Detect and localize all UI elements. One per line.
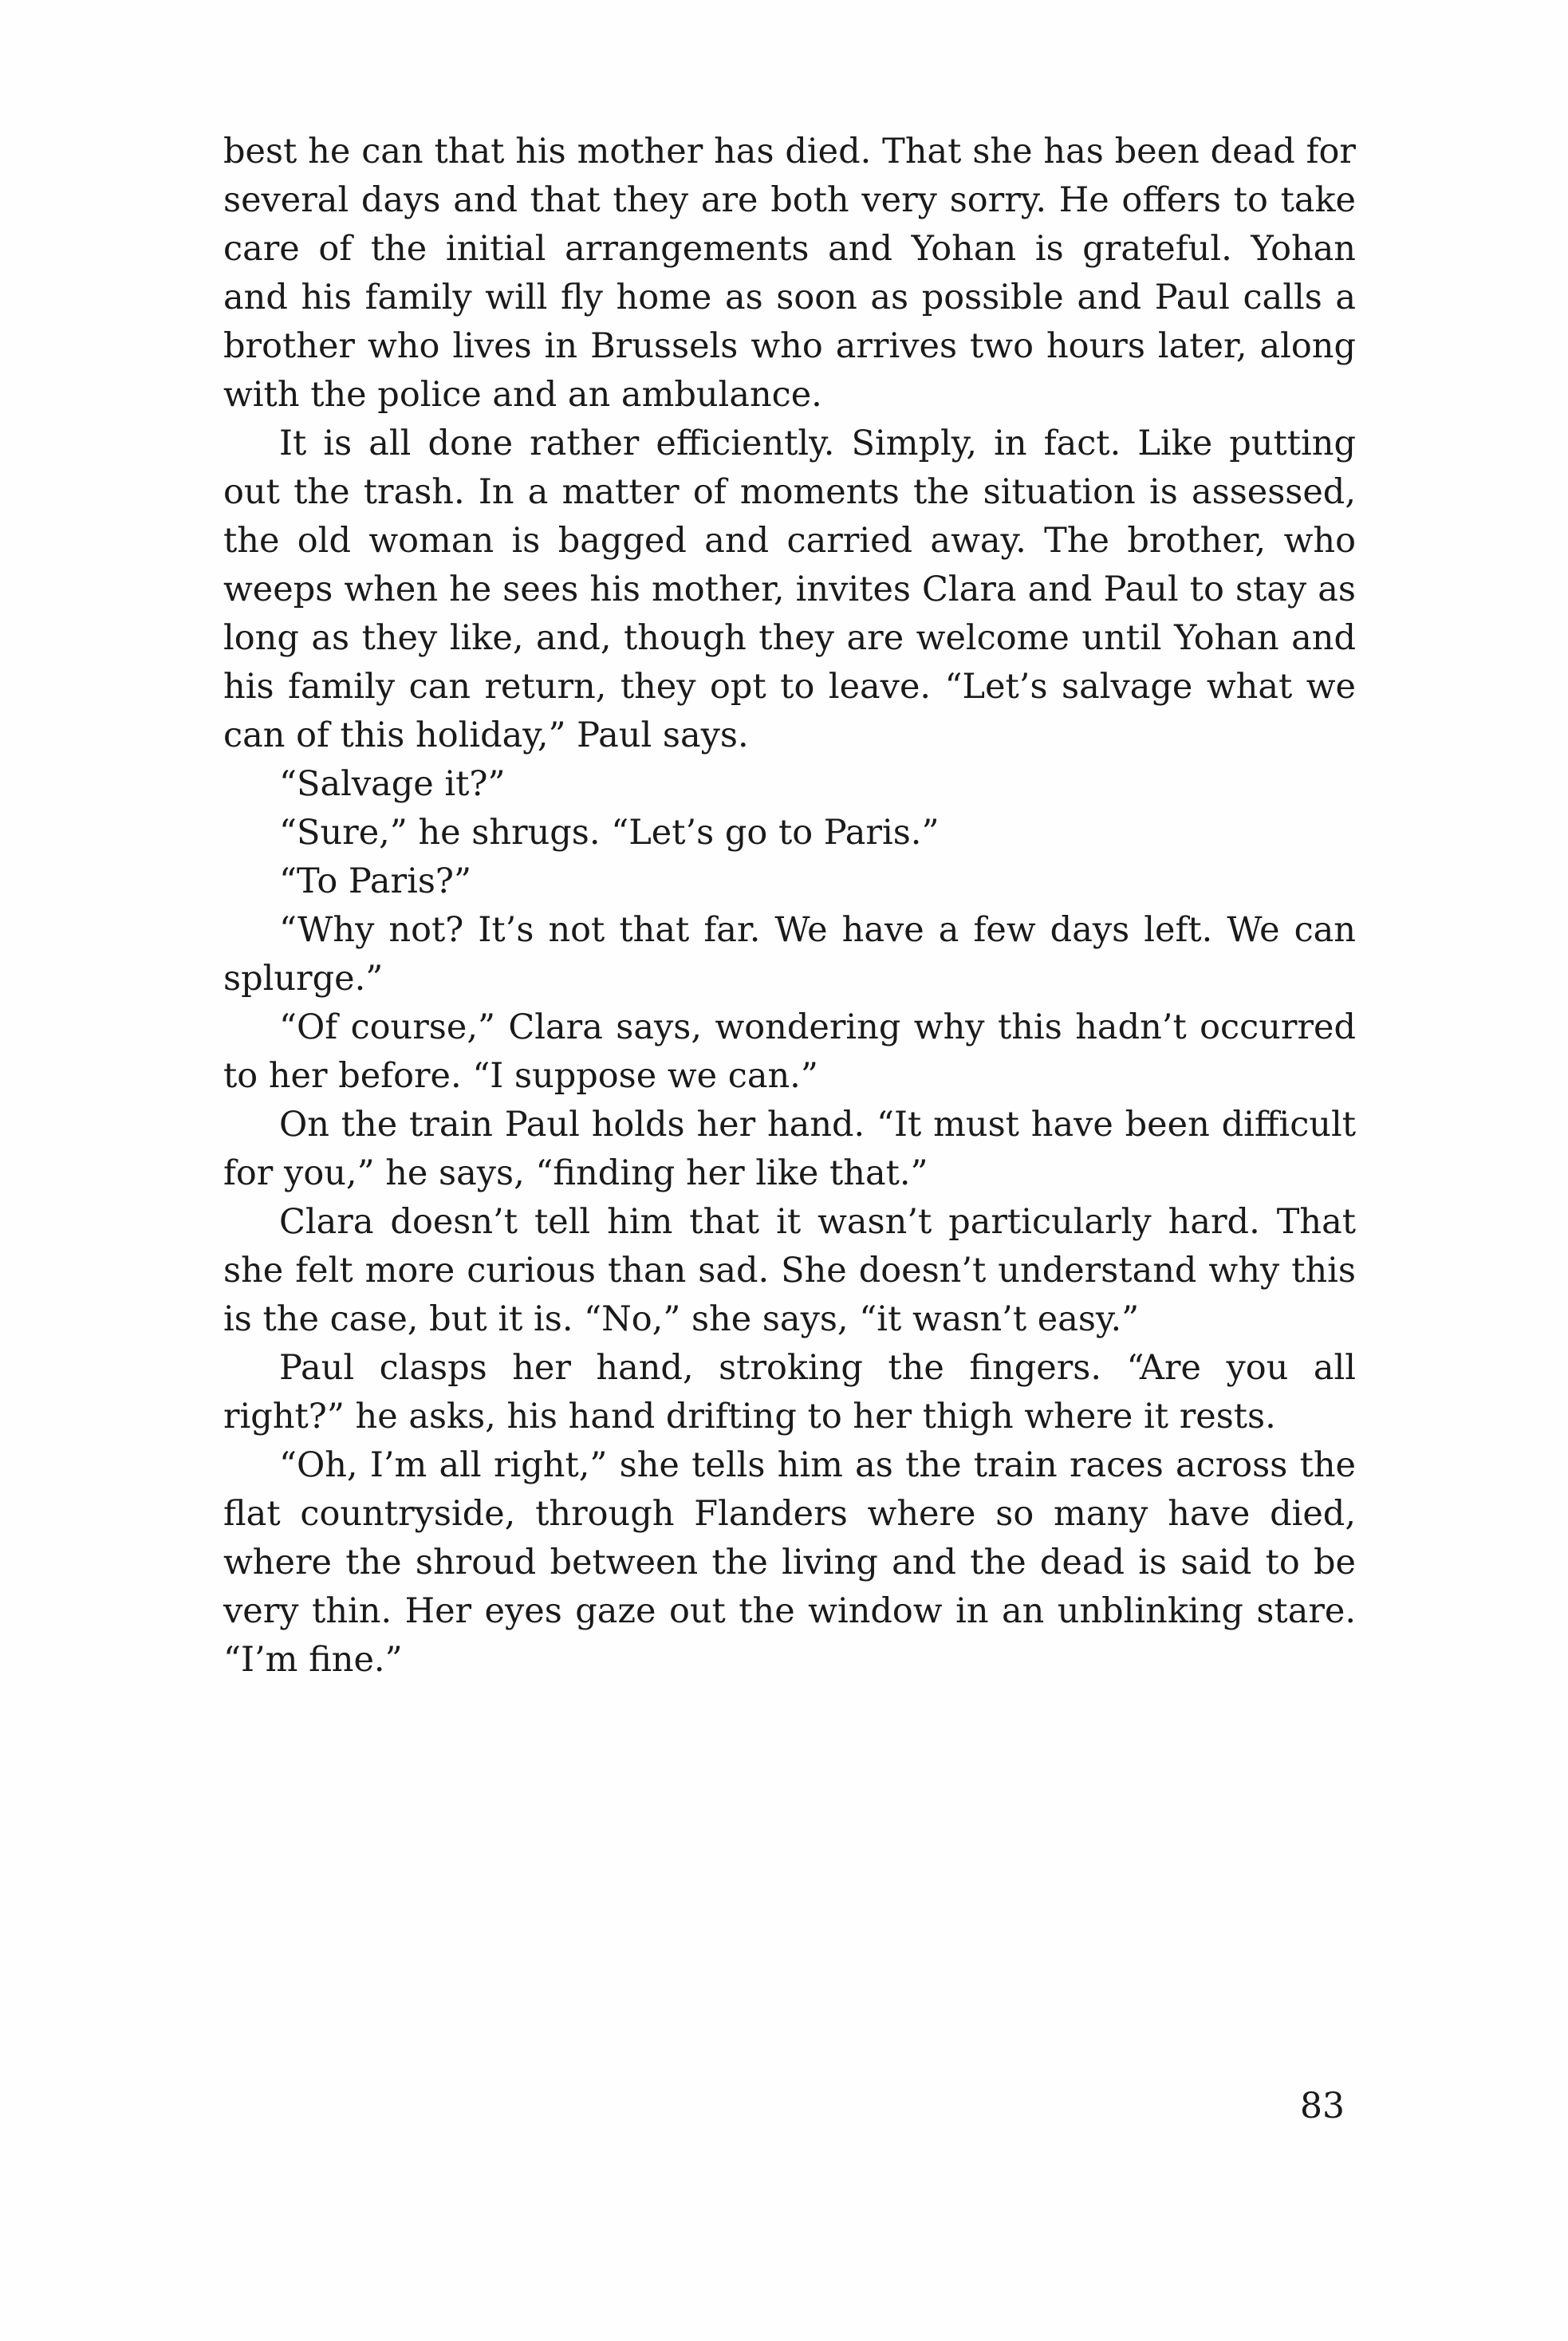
- paragraph: On the train Paul holds her hand. “It must have been difficult for you,” he says, “finding her like that.”: [223, 1105, 1356, 1193]
- paragraph: “Sure,” he shrugs. “Let’s go to Paris.”: [279, 813, 940, 853]
- paragraph: best he can that his mother has died. That she has been dead for several days and that they are both very sorry. He offers to take care of the initial arrangements and Yohan is grateful. Yohan and his family will fly home as soon as possible and Paul calls a brother who lives in Brussels who arrives two hours later, along with the police and an ambulance.: [223, 132, 1356, 415]
- paragraph: “Why not? It’s not that far. We have a few days left. We can splurge.”: [223, 910, 1356, 999]
- paragraph: Clara doesn’t tell him that it wasn’t particularly hard. That she felt more curious than sad. She doesn’t understand why this is the case, but it is. “No,” she says, “it wasn’t easy.”: [223, 1202, 1356, 1339]
- paragraph: It is all done rather efficiently. Simply, in fact. Like putting out the trash. In a matter of moments the situation is assessed, the old woman is bagged and carried away. The brother, who weeps when he sees his mother, invites Clara and Paul to stay as long as they like, and, though they are welcome until Yohan and his family can return, they opt to leave. “Let’s salvage what we can of this holiday,” Paul says.: [223, 424, 1356, 755]
- paragraph: “Of course,” Clara says, wondering why this hadn’t occurred to her before. “I suppose we can.”: [223, 1007, 1356, 1096]
- page-number: 83: [1300, 2086, 1345, 2126]
- paragraph: Paul clasps her hand, stroking the fingers. “Are you all right?” he asks, his hand drifting to her thigh where it rests.: [223, 1348, 1356, 1437]
- paragraph: “Salvage it?”: [279, 764, 506, 804]
- body-text: [223, 128, 1356, 1685]
- paragraph: “To Paris?”: [279, 861, 471, 901]
- paragraph: “Oh, I’m all right,” she tells him as the train races across the flat countryside, through Flanders where so many have died, where the shroud between the living and the dead is said to be very thin. Her eyes gaze out the window in an unblinking stare. “I’m fine.”: [223, 1445, 1356, 1680]
